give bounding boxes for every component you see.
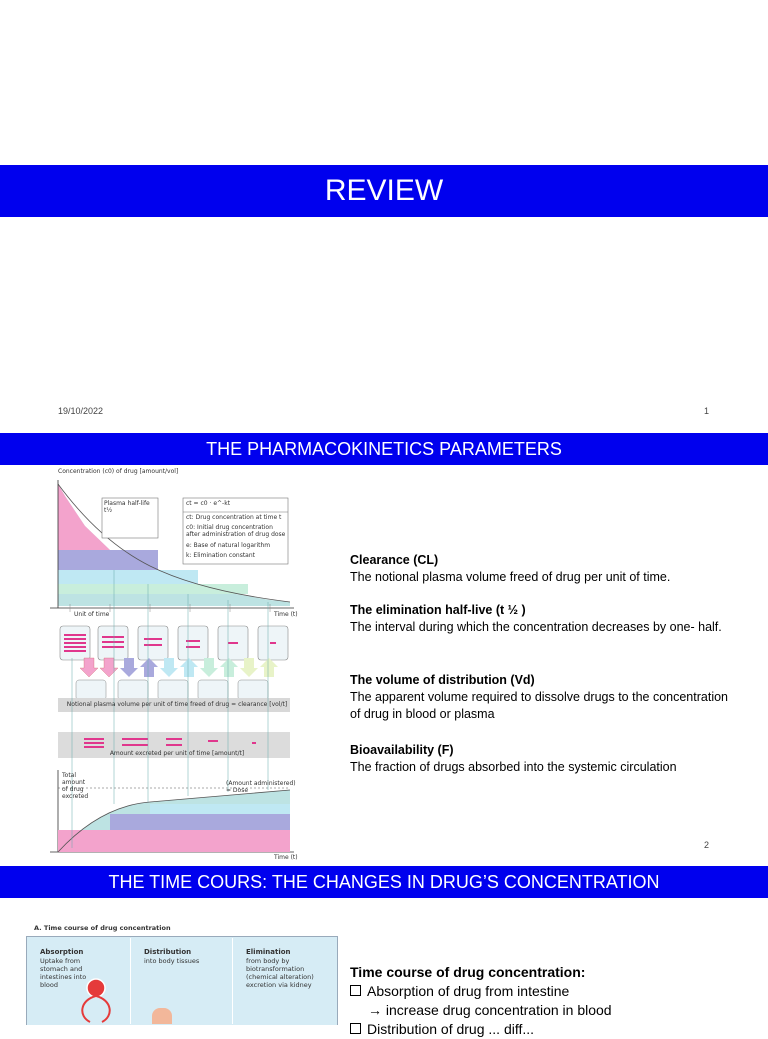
figure-formula-line-4: e: Base of natural logarithm <box>186 542 271 549</box>
time-course-heading: Time course of drug concentration: <box>350 964 586 980</box>
figure-total-label: Total amount of drug excreted <box>62 772 89 800</box>
checkbox-bullet-icon <box>350 985 361 996</box>
definition-heading: Bioavailability (F) <box>350 743 454 757</box>
figure-formula-line-1: ct = c0 · e^-kt <box>186 500 231 507</box>
definition-text: The notional plasma volume freed of drug per unit of time. <box>350 570 671 584</box>
time-course-text <box>350 963 750 1039</box>
checkbox-bullet-icon <box>350 1023 361 1034</box>
col-absorption-text: Uptake from stomach and intestines into blood <box>40 957 87 989</box>
definition-text: The interval during which the concentration decreases by one- half. <box>350 620 722 634</box>
definition-heading: The volume of distribution (Vd) <box>350 673 535 687</box>
col-distribution-heading: Distribution <box>144 948 192 956</box>
definition-volume-of-distribution <box>350 672 730 742</box>
slide3-title-banner <box>0 866 768 898</box>
time-course-bullet-1 <box>350 982 750 1001</box>
figure-unit-of-time: Unit of time <box>74 611 110 618</box>
figure-half-life-label: Plasma half-life t½ <box>104 500 150 514</box>
slide1-title: REVIEW <box>324 174 444 207</box>
figure-time-label: Time (t) <box>274 611 298 618</box>
slide2-title-banner <box>0 433 768 465</box>
definition-heading: The elimination half-live (t ½ ) <box>350 603 526 617</box>
col-absorption-heading: Absorption <box>40 948 84 956</box>
col-divider-2 <box>232 938 233 1024</box>
definition-clearance <box>350 552 730 602</box>
definition-heading: Clearance (CL) <box>350 553 439 567</box>
bullet-text: Absorption of drug from intestine <box>367 983 570 999</box>
bullet-text: Distribution of drug ... diff... <box>367 1021 535 1037</box>
definition-text: The fraction of drugs absorbed into the systemic circulation <box>350 760 677 774</box>
col-divider-1 <box>130 938 131 1024</box>
figure-dose-label: (Amount administered) = Dose <box>226 780 296 794</box>
figure-formula-line-3: c0: Initial drug concentration after administration of drug dose <box>186 524 286 538</box>
definition-half-life <box>350 602 730 672</box>
col-distribution-text: into body tissues <box>144 957 200 965</box>
time-course-figure <box>26 924 338 1024</box>
figure-clearance-bar-label: Notional plasma volume per unit of time freed of drug = clearance [vol/t] <box>66 701 288 708</box>
definition-list <box>350 552 730 776</box>
slide1-date: 19/10/2022 <box>58 406 104 416</box>
time-course-arrow-line: → increase drug concentration in blood <box>368 1002 612 1018</box>
slide3-title: THE TIME COURS: THE CHANGES IN DRUG’S CONCENTRATION <box>108 871 660 892</box>
slide2-page-number: 2 <box>704 840 710 850</box>
definition-bioavailability <box>350 742 730 776</box>
slide1-title-banner <box>0 165 768 217</box>
slide1-page-number: 1 <box>704 406 710 416</box>
tissue-illustration <box>152 1008 172 1024</box>
time-course-figure-title: A. Time course of drug concentration <box>34 924 171 932</box>
slide2-title: THE PHARMACOKINETICS PARAMETERS <box>206 438 562 459</box>
col-elimination-heading: Elimination <box>246 948 291 956</box>
heart-illustration <box>72 978 122 1024</box>
figure-y-axis-label: Concentration (c0) of drug [amount/vol] <box>58 468 179 475</box>
figure-time-label-2: Time (t) <box>274 854 298 861</box>
time-course-bullet-2 <box>350 1020 750 1039</box>
figure-formula-line-2: ct: Drug concentration at time t <box>186 514 282 521</box>
pharmacokinetics-figure <box>40 466 302 864</box>
figure-excreted-bar-label: Amount excreted per unit of time [amount/t] <box>109 750 245 757</box>
col-elimination-text: from body by biotransformation (chemical alteration) excretion via kidney <box>246 957 314 989</box>
figure-formula-line-5: k: Elimination constant <box>186 552 256 559</box>
definition-text: The apparent volume required to dissolve drugs to the concentration of drug in blood or plasma <box>350 690 729 721</box>
